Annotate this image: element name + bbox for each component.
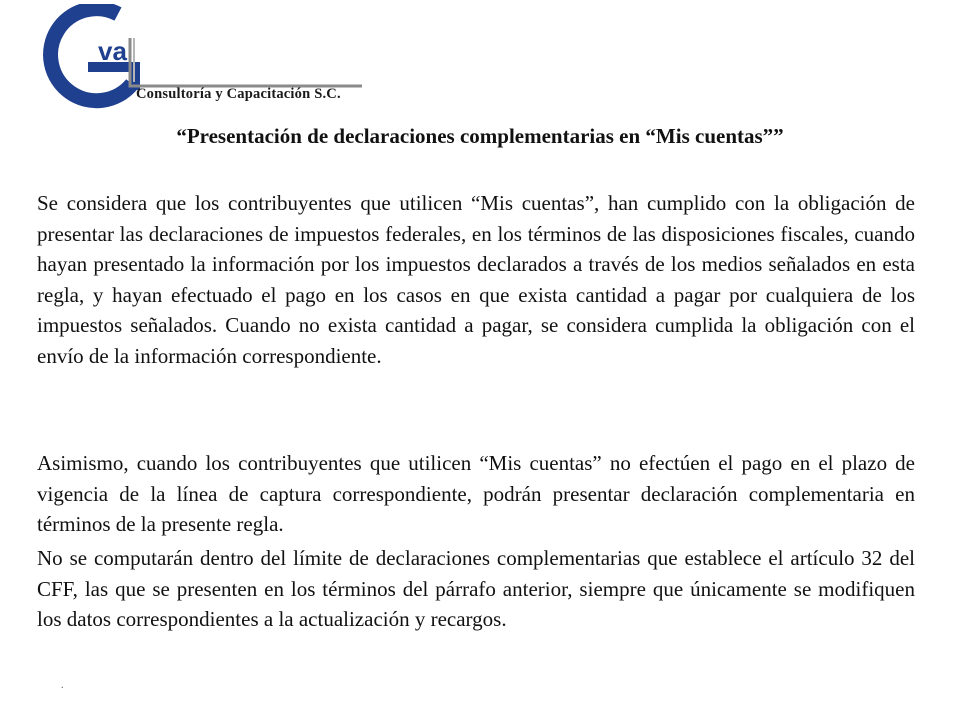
paragraph-3: No se computarán dentro del límite de declaraciones complementarias que establece el artículo 32 del CFF, las que se presenten en los términos del párrafo anterior, siempre que únicamente se modifiquen los datos correspondientes a la actualización y recargos.	[37, 546, 915, 631]
logo-letters: va	[98, 36, 127, 66]
paragraph-1: Se considera que los contribuyentes que utilicen “Mis cuentas”, han cumplido con la obligación de presentar las declaraciones de impuestos federales, en los términos de las disposiciones fiscales, cuando hayan presentado la información por los impuestos declarados a través de los medios señalados en esta regla, y hayan efectuado el pago en los casos en que exista cantidad a pagar por cualquiera de los impuestos señalados. Cuando no exista cantidad a pagar, se considera cumplida la obligación con el envío de la información correspondiente.	[37, 191, 915, 368]
company-tagline: Consultoría y Capacitación S.C.	[136, 86, 341, 102]
footer-mark: .	[61, 680, 64, 691]
paragraph-2: Asimismo, cuando los contribuyentes que utilicen “Mis cuentas” no efectúen el pago en el plazo de vigencia de la línea de captura correspondiente, podrán presentar declaración complementaria en términos de la presente regla.	[37, 451, 915, 536]
document-title: “Presentación de declaraciones complementarias en “Mis cuentas””	[176, 124, 784, 148]
